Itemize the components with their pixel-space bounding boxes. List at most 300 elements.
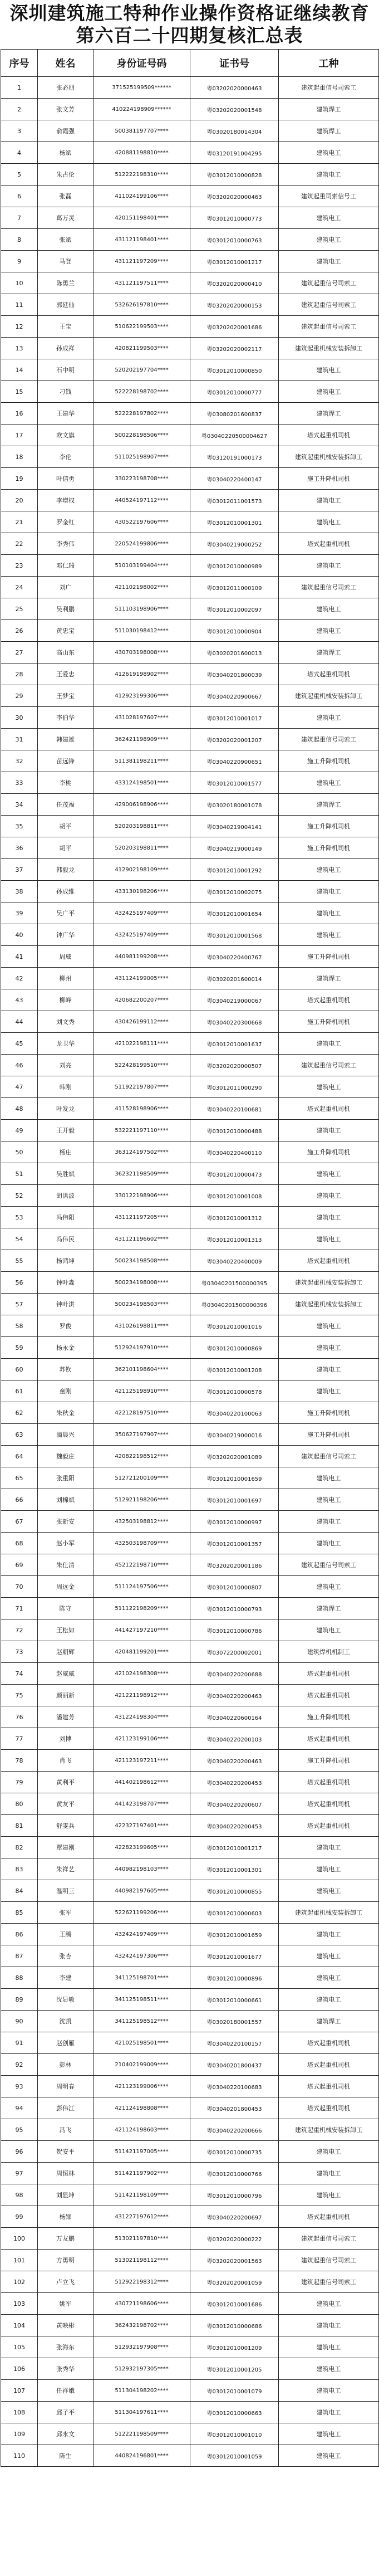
cell-job-type: 建筑电工 bbox=[279, 1967, 379, 1989]
cell-certificate-number: 粤03012010002097 bbox=[190, 598, 279, 620]
cell-certificate-number: 粤03040219000016 bbox=[190, 1424, 279, 1446]
table-row bbox=[1, 859, 379, 881]
cell-id-number: 440982197605**** bbox=[93, 1880, 190, 1902]
cell-id-number: 430426199112**** bbox=[93, 1011, 190, 1033]
cell-job-type: 建筑电工 bbox=[279, 2293, 379, 2315]
table-row bbox=[1, 663, 379, 685]
cell-id-number: 431227197612**** bbox=[93, 2206, 190, 2228]
cell-job-type: 建筑电工 bbox=[279, 859, 379, 881]
cell-id-number: 421123199106**** bbox=[93, 1728, 190, 1750]
cell-job-type: 塔式起重机司机 bbox=[279, 1772, 379, 1793]
table-row bbox=[1, 1120, 379, 1141]
cell-serial-number: 110 bbox=[1, 2445, 38, 2467]
cell-id-number: 421022198111**** bbox=[93, 1033, 190, 1055]
cell-certificate-number: 粤03012010000488 bbox=[190, 1120, 279, 1141]
cell-serial-number: 11 bbox=[1, 294, 38, 316]
cell-serial-number: 5 bbox=[1, 164, 38, 186]
cell-job-type: 建筑焊机机制工 bbox=[279, 1641, 379, 1663]
cell-serial-number: 77 bbox=[1, 1728, 38, 1750]
cell-certificate-number: 粤03040201500000395 bbox=[190, 1272, 279, 1294]
cell-name: 王爱忠 bbox=[38, 663, 93, 685]
summary-table bbox=[1, 49, 379, 2467]
cell-serial-number: 86 bbox=[1, 1924, 38, 1945]
cell-serial-number: 33 bbox=[1, 772, 38, 794]
cell-certificate-number: 粤03040220200697 bbox=[190, 2206, 279, 2228]
cell-name: 冯伟民 bbox=[38, 1228, 93, 1250]
cell-id-number: 500234198008**** bbox=[93, 1272, 190, 1294]
cell-serial-number: 100 bbox=[1, 2228, 38, 2250]
cell-id-number: 441427197210**** bbox=[93, 1619, 190, 1641]
cell-name: 吴广平 bbox=[38, 902, 93, 924]
cell-job-type: 建筑电工 bbox=[279, 1511, 379, 1533]
cell-serial-number: 21 bbox=[1, 511, 38, 533]
table-body bbox=[1, 77, 379, 2467]
cell-id-number: 422327197401**** bbox=[93, 1815, 190, 1837]
cell-certificate-number: 粤03012010001677 bbox=[190, 1945, 279, 1967]
cell-certificate-number: 粤03012010001008 bbox=[190, 1185, 279, 1207]
cell-job-type: 建筑起重信号司索工 bbox=[279, 577, 379, 598]
cell-certificate-number: 粤03012010001686 bbox=[190, 2293, 279, 2315]
cell-name: 王开毅 bbox=[38, 1120, 93, 1141]
cell-id-number: 330122198906**** bbox=[93, 1185, 190, 1207]
cell-job-type: 建筑电工 bbox=[279, 1858, 379, 1880]
cell-id-number: 512932197305**** bbox=[93, 2358, 190, 2380]
table-row bbox=[1, 794, 379, 816]
cell-job-type: 建筑电工 bbox=[279, 1533, 379, 1554]
cell-name: 彭伟江 bbox=[38, 2097, 93, 2119]
cell-certificate-number: 粤03012010001209 bbox=[190, 2336, 279, 2358]
cell-certificate-number: 粤03012010000766 bbox=[190, 2163, 279, 2184]
table-row bbox=[1, 2315, 379, 2336]
cell-name: 胡平 bbox=[38, 816, 93, 837]
cell-id-number: 421124198808**** bbox=[93, 2097, 190, 2119]
cell-job-type: 施工升降机司机 bbox=[279, 1011, 379, 1033]
cell-name: 吴利鹏 bbox=[38, 598, 93, 620]
cell-name: 杨斌 bbox=[38, 142, 93, 164]
cell-certificate-number: 粤03012010000735 bbox=[190, 2141, 279, 2163]
cell-name: 王宝 bbox=[38, 316, 93, 338]
cell-job-type: 建筑起重机械安装拆卸工 bbox=[279, 1294, 379, 1315]
cell-certificate-number: 粤03040220900651 bbox=[190, 750, 279, 772]
cell-id-number: 429006198906**** bbox=[93, 794, 190, 816]
cell-serial-number: 8 bbox=[1, 229, 38, 251]
table-row bbox=[1, 555, 379, 577]
table-row bbox=[1, 207, 379, 229]
table-row bbox=[1, 2402, 379, 2423]
cell-serial-number: 13 bbox=[1, 338, 38, 359]
cell-name: 潘建芳 bbox=[38, 1706, 93, 1728]
cell-id-number: 420821199503**** bbox=[93, 338, 190, 359]
cell-certificate-number: 粤03012010000661 bbox=[190, 1989, 279, 2011]
cell-certificate-number: 粤03040220100063 bbox=[190, 1402, 279, 1424]
cell-id-number: 431124199005**** bbox=[93, 968, 190, 989]
cell-serial-number: 76 bbox=[1, 1706, 38, 1728]
table-row bbox=[1, 316, 379, 338]
table-row bbox=[1, 2163, 379, 2184]
table-row bbox=[1, 1337, 379, 1359]
cell-name: 杨鸿坤 bbox=[38, 1250, 93, 1272]
cell-job-type: 建筑电工 bbox=[279, 1989, 379, 2011]
cell-id-number: 362421198909**** bbox=[93, 729, 190, 750]
cell-job-type: 建筑电工 bbox=[279, 142, 379, 164]
cell-id-number: 511122198209**** bbox=[93, 1598, 190, 1619]
cell-serial-number: 72 bbox=[1, 1619, 38, 1641]
table-row bbox=[1, 1902, 379, 1924]
cell-name: 方勇明 bbox=[38, 2250, 93, 2271]
cell-serial-number: 102 bbox=[1, 2271, 38, 2293]
cell-serial-number: 15 bbox=[1, 381, 38, 403]
cell-serial-number: 41 bbox=[1, 946, 38, 968]
cell-certificate-number: 粤03040220200607 bbox=[190, 1793, 279, 1815]
cell-serial-number: 91 bbox=[1, 2032, 38, 2054]
cell-id-number: 432425197409**** bbox=[93, 902, 190, 924]
cell-id-number: 422128197510**** bbox=[93, 1402, 190, 1424]
cell-name: 孙成维 bbox=[38, 881, 93, 902]
cell-name: 邱永文 bbox=[38, 2423, 93, 2445]
cell-name: 郭廷仙 bbox=[38, 294, 93, 316]
table-row bbox=[1, 1576, 379, 1598]
cell-job-type: 建筑电工 bbox=[279, 359, 379, 381]
cell-name: 刘亮 bbox=[38, 1055, 93, 1076]
table-row bbox=[1, 359, 379, 381]
cell-name: 周恒林 bbox=[38, 2163, 93, 2184]
cell-id-number: 522228198702**** bbox=[93, 381, 190, 403]
cell-name: 朱祥艺 bbox=[38, 1858, 93, 1880]
cell-id-number: 431121197511**** bbox=[93, 272, 190, 294]
cell-job-type: 建筑焊工 bbox=[279, 99, 379, 120]
cell-name: 周威 bbox=[38, 946, 93, 968]
cell-name: 黄忠宝 bbox=[38, 620, 93, 642]
cell-certificate-number: 粤03012010001659 bbox=[190, 1467, 279, 1489]
cell-certificate-number: 粤03020201600014 bbox=[190, 968, 279, 989]
cell-certificate-number: 粤03012011001573 bbox=[190, 490, 279, 511]
cell-job-type: 建筑电工 bbox=[279, 229, 379, 251]
cell-certificate-number: 粤03012010002075 bbox=[190, 881, 279, 902]
cell-id-number: 411528198906**** bbox=[93, 1098, 190, 1120]
table-row bbox=[1, 816, 379, 837]
cell-job-type: 建筑焊工 bbox=[279, 794, 379, 816]
cell-job-type: 施工升降机司机 bbox=[279, 1141, 379, 1163]
cell-name: 黄利平 bbox=[38, 1772, 93, 1793]
cell-job-type: 建筑电工 bbox=[279, 1880, 379, 1902]
cell-name: 任茂福 bbox=[38, 794, 93, 816]
cell-id-number: 431121197209**** bbox=[93, 251, 190, 272]
cell-name: 韩建雄 bbox=[38, 729, 93, 750]
table-row bbox=[1, 1598, 379, 1619]
cell-name: 钟叶淼 bbox=[38, 1272, 93, 1294]
cell-name: 邱子平 bbox=[38, 2402, 93, 2423]
cell-id-number: 512922198312**** bbox=[93, 2271, 190, 2293]
table-row bbox=[1, 1619, 379, 1641]
cell-id-number: 432503198709**** bbox=[93, 1533, 190, 1554]
cell-job-type: 建筑起重信号司索工 bbox=[279, 2250, 379, 2271]
header-name: 姓名 bbox=[38, 50, 93, 77]
header-job-type: 工种 bbox=[279, 50, 379, 77]
cell-serial-number: 26 bbox=[1, 620, 38, 642]
cell-id-number: 512221198509**** bbox=[93, 2423, 190, 2445]
cell-id-number: 510103199404**** bbox=[93, 555, 190, 577]
cell-serial-number: 81 bbox=[1, 1815, 38, 1837]
table-row bbox=[1, 968, 379, 989]
cell-name: 冯伟阳 bbox=[38, 1207, 93, 1228]
cell-id-number: 500234198508**** bbox=[93, 1250, 190, 1272]
cell-serial-number: 94 bbox=[1, 2097, 38, 2119]
cell-id-number: 512924197910**** bbox=[93, 1337, 190, 1359]
cell-serial-number: 92 bbox=[1, 2054, 38, 2076]
cell-name: 吴胜斌 bbox=[38, 1163, 93, 1185]
table-row bbox=[1, 2011, 379, 2032]
cell-name: 欧文旗 bbox=[38, 425, 93, 446]
cell-id-number: 522428199510**** bbox=[93, 1055, 190, 1076]
table-row bbox=[1, 186, 379, 207]
cell-certificate-number: 粤03040220200463 bbox=[190, 1685, 279, 1706]
cell-name: 张斌 bbox=[38, 229, 93, 251]
cell-certificate-number: 粤03012010001577 bbox=[190, 772, 279, 794]
table-row bbox=[1, 1098, 379, 1120]
cell-id-number: 513021198112**** bbox=[93, 2250, 190, 2271]
table-row bbox=[1, 2293, 379, 2315]
cell-serial-number: 14 bbox=[1, 359, 38, 381]
cell-name: 朱仕清 bbox=[38, 1554, 93, 1576]
cell-job-type: 施工升降机司机 bbox=[279, 750, 379, 772]
cell-name: 刘广 bbox=[38, 577, 93, 598]
cell-certificate-number: 粤03012010001059 bbox=[190, 2445, 279, 2467]
cell-job-type: 塔式起重机司机 bbox=[279, 533, 379, 555]
cell-job-type: 塔式起重机司机 bbox=[279, 425, 379, 446]
cell-job-type: 建筑起重信号司索工 bbox=[279, 1554, 379, 1576]
cell-id-number: 430522197606**** bbox=[93, 511, 190, 533]
cell-serial-number: 39 bbox=[1, 902, 38, 924]
cell-certificate-number: 粤03202020001207 bbox=[190, 729, 279, 750]
table-row bbox=[1, 1728, 379, 1750]
table-row bbox=[1, 1380, 379, 1402]
cell-certificate-number: 粤03040220200666 bbox=[190, 2119, 279, 2141]
cell-id-number: 411024199106**** bbox=[93, 186, 190, 207]
table-row bbox=[1, 1706, 379, 1728]
cell-id-number: 440524197112**** bbox=[93, 490, 190, 511]
cell-job-type: 塔式起重机司机 bbox=[279, 2076, 379, 2097]
table-row bbox=[1, 1250, 379, 1272]
cell-job-type: 建筑电工 bbox=[279, 707, 379, 729]
cell-id-number: 431121198401**** bbox=[93, 229, 190, 251]
table-row bbox=[1, 1663, 379, 1685]
table-row bbox=[1, 989, 379, 1011]
table-row bbox=[1, 1228, 379, 1250]
cell-serial-number: 108 bbox=[1, 2402, 38, 2423]
cell-job-type: 建筑起重信号司索工 bbox=[279, 316, 379, 338]
cell-certificate-number: 粤03202020000463 bbox=[190, 77, 279, 99]
cell-serial-number: 64 bbox=[1, 1446, 38, 1467]
cell-id-number: 440981199208**** bbox=[93, 946, 190, 968]
cell-certificate-number: 粤03040219000067 bbox=[190, 989, 279, 1011]
table-row bbox=[1, 2423, 379, 2445]
cell-name: 胡洪波 bbox=[38, 1185, 93, 1207]
cell-serial-number: 28 bbox=[1, 663, 38, 685]
table-row bbox=[1, 1185, 379, 1207]
table-row bbox=[1, 685, 379, 707]
cell-job-type: 建筑焊工 bbox=[279, 403, 379, 425]
table-row bbox=[1, 251, 379, 272]
cell-serial-number: 60 bbox=[1, 1359, 38, 1380]
cell-serial-number: 87 bbox=[1, 1945, 38, 1967]
cell-job-type: 建筑电工 bbox=[279, 1467, 379, 1489]
table-row bbox=[1, 750, 379, 772]
cell-name: 王建华 bbox=[38, 403, 93, 425]
cell-job-type: 建筑电工 bbox=[279, 620, 379, 642]
cell-job-type: 建筑电工 bbox=[279, 1837, 379, 1858]
table-row bbox=[1, 1489, 379, 1511]
cell-certificate-number: 粤03012010001017 bbox=[190, 707, 279, 729]
cell-certificate-number: 粤03012010001205 bbox=[190, 2358, 279, 2380]
cell-serial-number: 63 bbox=[1, 1424, 38, 1446]
table-row bbox=[1, 403, 379, 425]
cell-certificate-number: 粤03202020001089 bbox=[190, 1446, 279, 1467]
cell-name: 柳峰 bbox=[38, 989, 93, 1011]
cell-serial-number: 19 bbox=[1, 468, 38, 490]
table-row bbox=[1, 1858, 379, 1880]
table-row bbox=[1, 1967, 379, 1989]
cell-id-number: 512932197908**** bbox=[93, 2336, 190, 2358]
cell-id-number: 220524199806**** bbox=[93, 533, 190, 555]
cell-serial-number: 106 bbox=[1, 2358, 38, 2380]
cell-serial-number: 51 bbox=[1, 1163, 38, 1185]
cell-certificate-number: 粤03202020001186 bbox=[190, 1554, 279, 1576]
cell-id-number: 512721200109**** bbox=[93, 1467, 190, 1489]
cell-serial-number: 97 bbox=[1, 2163, 38, 2184]
cell-serial-number: 10 bbox=[1, 272, 38, 294]
cell-name: 马登 bbox=[38, 251, 93, 272]
cell-job-type: 建筑电工 bbox=[279, 1489, 379, 1511]
table-row bbox=[1, 1815, 379, 1837]
table-row bbox=[1, 1033, 379, 1055]
cell-id-number: 433130198206**** bbox=[93, 881, 190, 902]
cell-serial-number: 34 bbox=[1, 794, 38, 816]
cell-serial-number: 29 bbox=[1, 685, 38, 707]
cell-job-type: 建筑电工 bbox=[279, 902, 379, 924]
cell-id-number: 371525199509****** bbox=[93, 77, 190, 99]
cell-id-number: 510622199503**** bbox=[93, 316, 190, 338]
cell-serial-number: 71 bbox=[1, 1598, 38, 1619]
cell-certificate-number: 粤03040220400009 bbox=[190, 1250, 279, 1272]
table-row bbox=[1, 120, 379, 142]
cell-name: 李伯华 bbox=[38, 707, 93, 729]
cell-certificate-number: 粤03040220100683 bbox=[190, 2076, 279, 2097]
cell-certificate-number: 粤03012010001659 bbox=[190, 1924, 279, 1945]
cell-certificate-number: 粤03040220200463 bbox=[190, 1750, 279, 1772]
cell-certificate-number: 粤03040220600164 bbox=[190, 1706, 279, 1728]
cell-job-type: 建筑电工 bbox=[279, 381, 379, 403]
cell-name: 李增权 bbox=[38, 490, 93, 511]
cell-id-number: 420151198401**** bbox=[93, 207, 190, 229]
cell-job-type: 建筑电工 bbox=[279, 511, 379, 533]
cell-id-number: 362101198604**** bbox=[93, 1359, 190, 1380]
cell-name: 王松如 bbox=[38, 1619, 93, 1641]
table-row bbox=[1, 338, 379, 359]
table-row bbox=[1, 1467, 379, 1489]
table-row bbox=[1, 1685, 379, 1706]
cell-certificate-number: 粤03040201800039 bbox=[190, 663, 279, 685]
cell-certificate-number: 粤03012011000290 bbox=[190, 1076, 279, 1098]
cell-serial-number: 88 bbox=[1, 1967, 38, 1989]
cell-certificate-number: 粤03012010001301 bbox=[190, 511, 279, 533]
table-row bbox=[1, 1533, 379, 1554]
cell-serial-number: 43 bbox=[1, 989, 38, 1011]
cell-name: 李桃 bbox=[38, 772, 93, 794]
cell-job-type: 建筑焊工 bbox=[279, 968, 379, 989]
table-row bbox=[1, 2445, 379, 2467]
cell-certificate-number: 粤03040201500000396 bbox=[190, 1294, 279, 1315]
cell-serial-number: 56 bbox=[1, 1272, 38, 1294]
cell-id-number: 330223198708**** bbox=[93, 468, 190, 490]
cell-certificate-number: 粤03012010001697 bbox=[190, 1489, 279, 1511]
cell-name: 刘博 bbox=[38, 1728, 93, 1750]
cell-certificate-number: 粤03012010001217 bbox=[190, 1837, 279, 1858]
table-row bbox=[1, 881, 379, 902]
cell-certificate-number: 粤03012010000786 bbox=[190, 1619, 279, 1641]
table-row bbox=[1, 2358, 379, 2380]
cell-job-type: 建筑电工 bbox=[279, 207, 379, 229]
cell-certificate-number: 粤03012010001654 bbox=[190, 902, 279, 924]
cell-certificate-number: 粤03012010001312 bbox=[190, 1207, 279, 1228]
table-row bbox=[1, 425, 379, 446]
cell-serial-number: 80 bbox=[1, 1793, 38, 1815]
cell-name: 任祥娥 bbox=[38, 2380, 93, 2402]
cell-id-number: 430721198606**** bbox=[93, 2293, 190, 2315]
cell-certificate-number: 粤03202020001059 bbox=[190, 2271, 279, 2293]
table-row bbox=[1, 468, 379, 490]
cell-serial-number: 104 bbox=[1, 2315, 38, 2336]
cell-serial-number: 2 bbox=[1, 99, 38, 120]
cell-serial-number: 54 bbox=[1, 1228, 38, 1250]
cell-job-type: 塔式起重机司机 bbox=[279, 989, 379, 1011]
cell-certificate-number: 粤03012010000904 bbox=[190, 620, 279, 642]
cell-serial-number: 6 bbox=[1, 186, 38, 207]
cell-id-number: 511421198109**** bbox=[93, 2184, 190, 2206]
cell-name: 刘文秀 bbox=[38, 1011, 93, 1033]
cell-job-type: 施工升降机司机 bbox=[279, 837, 379, 859]
cell-certificate-number: 粤03202020000410 bbox=[190, 272, 279, 294]
cell-id-number: 433124198501**** bbox=[93, 772, 190, 794]
cell-serial-number: 99 bbox=[1, 2206, 38, 2228]
cell-job-type: 施工升降机司机 bbox=[279, 1706, 379, 1728]
table-row bbox=[1, 1880, 379, 1902]
cell-job-type: 建筑电工 bbox=[279, 2163, 379, 2184]
cell-job-type: 建筑电工 bbox=[279, 881, 379, 902]
table-row bbox=[1, 1207, 379, 1228]
cell-certificate-number: 粤03040220100681 bbox=[190, 1098, 279, 1120]
cell-job-type: 建筑电工 bbox=[279, 1380, 379, 1402]
table-row bbox=[1, 1055, 379, 1076]
cell-id-number: 511304198202**** bbox=[93, 2380, 190, 2402]
cell-certificate-number: 粤03020180001078 bbox=[190, 794, 279, 816]
cell-id-number: 341125198701**** bbox=[93, 1967, 190, 1989]
cell-serial-number: 103 bbox=[1, 2293, 38, 2315]
table-row bbox=[1, 229, 379, 251]
cell-name: 朱秋金 bbox=[38, 1402, 93, 1424]
cell-name: 杨郧 bbox=[38, 2206, 93, 2228]
cell-job-type: 建筑电工 bbox=[279, 1315, 379, 1337]
cell-id-number: 420682200207**** bbox=[93, 989, 190, 1011]
cell-job-type: 建筑起重信号司索工 bbox=[279, 272, 379, 294]
cell-name: 滴晨兴 bbox=[38, 1424, 93, 1446]
cell-serial-number: 75 bbox=[1, 1685, 38, 1706]
cell-job-type: 建筑电工 bbox=[279, 2315, 379, 2336]
table-row bbox=[1, 837, 379, 859]
cell-serial-number: 105 bbox=[1, 2336, 38, 2358]
cell-serial-number: 95 bbox=[1, 2119, 38, 2141]
table-row bbox=[1, 1315, 379, 1337]
cell-id-number: 350627197907**** bbox=[93, 1424, 190, 1446]
